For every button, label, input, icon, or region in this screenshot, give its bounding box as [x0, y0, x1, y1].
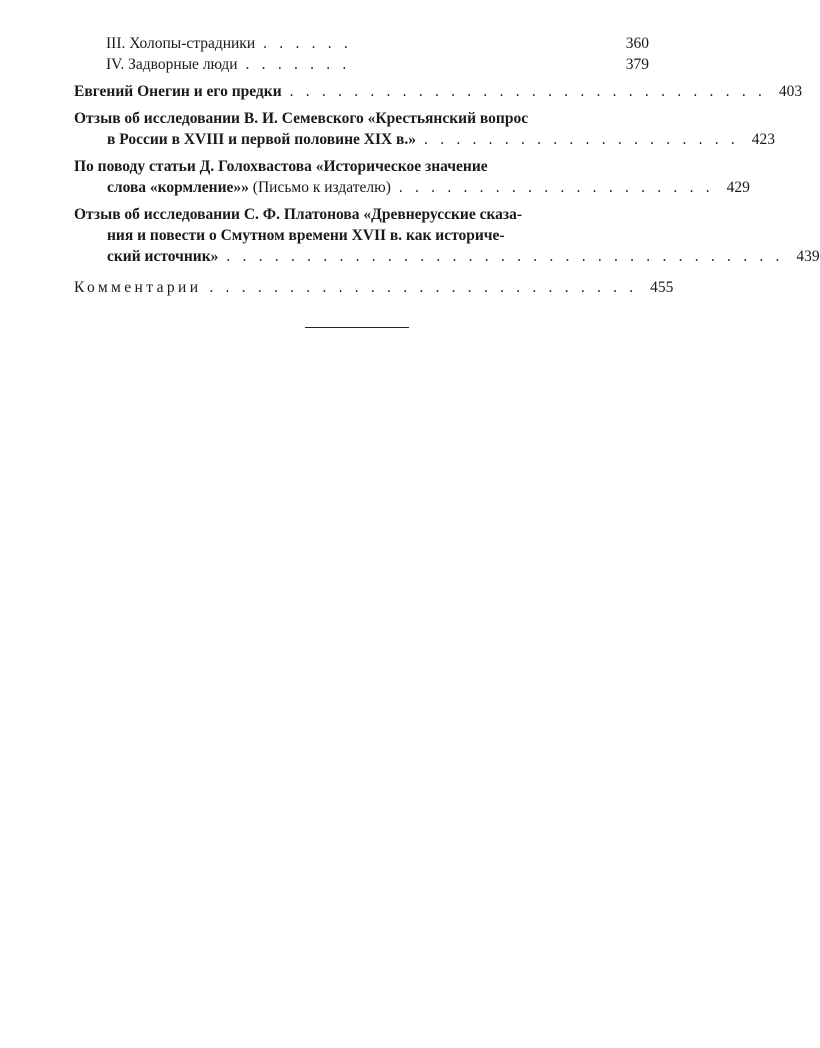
toc-entry-title-line [107, 177, 391, 198]
toc-entry-title-line: в России в XVIII и первой половине XIX в.» [107, 131, 417, 148]
dot-leader: . . . . . . . . . . . . . . . . . . . . [398, 179, 714, 196]
toc-page-number: 429 [726, 179, 750, 196]
dot-leader: . . . . . . [263, 35, 352, 52]
toc-entry-title: III. Холопы-страдники [106, 35, 256, 52]
dot-leader: . . . . . . . . . . . . . . . . . . . . . . . . . . . . . . . . . . . [226, 248, 784, 265]
toc-page-number: 403 [778, 83, 803, 100]
toc-entry-title-line: ния и повести о Смутном времени XVII в. как историче- [107, 227, 505, 244]
toc-entry-platonov[interactable] [74, 204, 820, 267]
toc-entry-title-line: ский источник» [107, 248, 219, 265]
toc-entry-title-bold-part: слова «кормление»» [107, 179, 253, 196]
toc-page-number: 439 [796, 248, 820, 265]
toc-entry-semevsky[interactable] [74, 108, 775, 150]
toc-page-number: 423 [751, 131, 775, 148]
toc-page-number: 379 [625, 56, 649, 73]
dot-leader: . . . . . . . . . . . . . . . . . . . . . . . . . . . . . . [289, 83, 767, 100]
toc-entry-title: Евгений Онегин и его предки [74, 83, 282, 100]
toc-entry-golohvastov[interactable] [74, 156, 750, 198]
toc-entry-title-line: Отзыв об исследовании С. Ф. Платонова «Древнерусские сказа- [74, 206, 523, 223]
section-end-rule [305, 327, 409, 328]
toc-entry-zadvornye[interactable] [74, 54, 649, 75]
toc-entry-title: IV. Задворные люди [106, 56, 238, 73]
toc-entry-title-line: Отзыв об исследовании В. И. Семевского «Крестьянский вопрос [74, 110, 529, 127]
toc-entry-title-line: По поводу статьи Д. Голохвастова «Историческое значение [74, 158, 488, 175]
dot-leader: . . . . . . . . . . . . . . . . . . . . [424, 131, 739, 148]
toc-entry-kommentarii[interactable] [74, 277, 674, 298]
dot-leader: . . . . . . . . . . . . . . . . . . . . . . . . . . . [209, 279, 638, 296]
toc-entry-title-note: (Письмо к издателю) [252, 179, 391, 196]
toc-page-number: 360 [625, 35, 649, 52]
table-of-contents [74, 33, 820, 304]
toc-entry-holopy[interactable] [74, 33, 649, 54]
toc-entry-onegin[interactable] [74, 81, 803, 102]
dot-leader: . . . . . . . [245, 56, 351, 73]
toc-entry-title: Комментарии [74, 279, 202, 296]
toc-page-number: 455 [650, 279, 674, 296]
